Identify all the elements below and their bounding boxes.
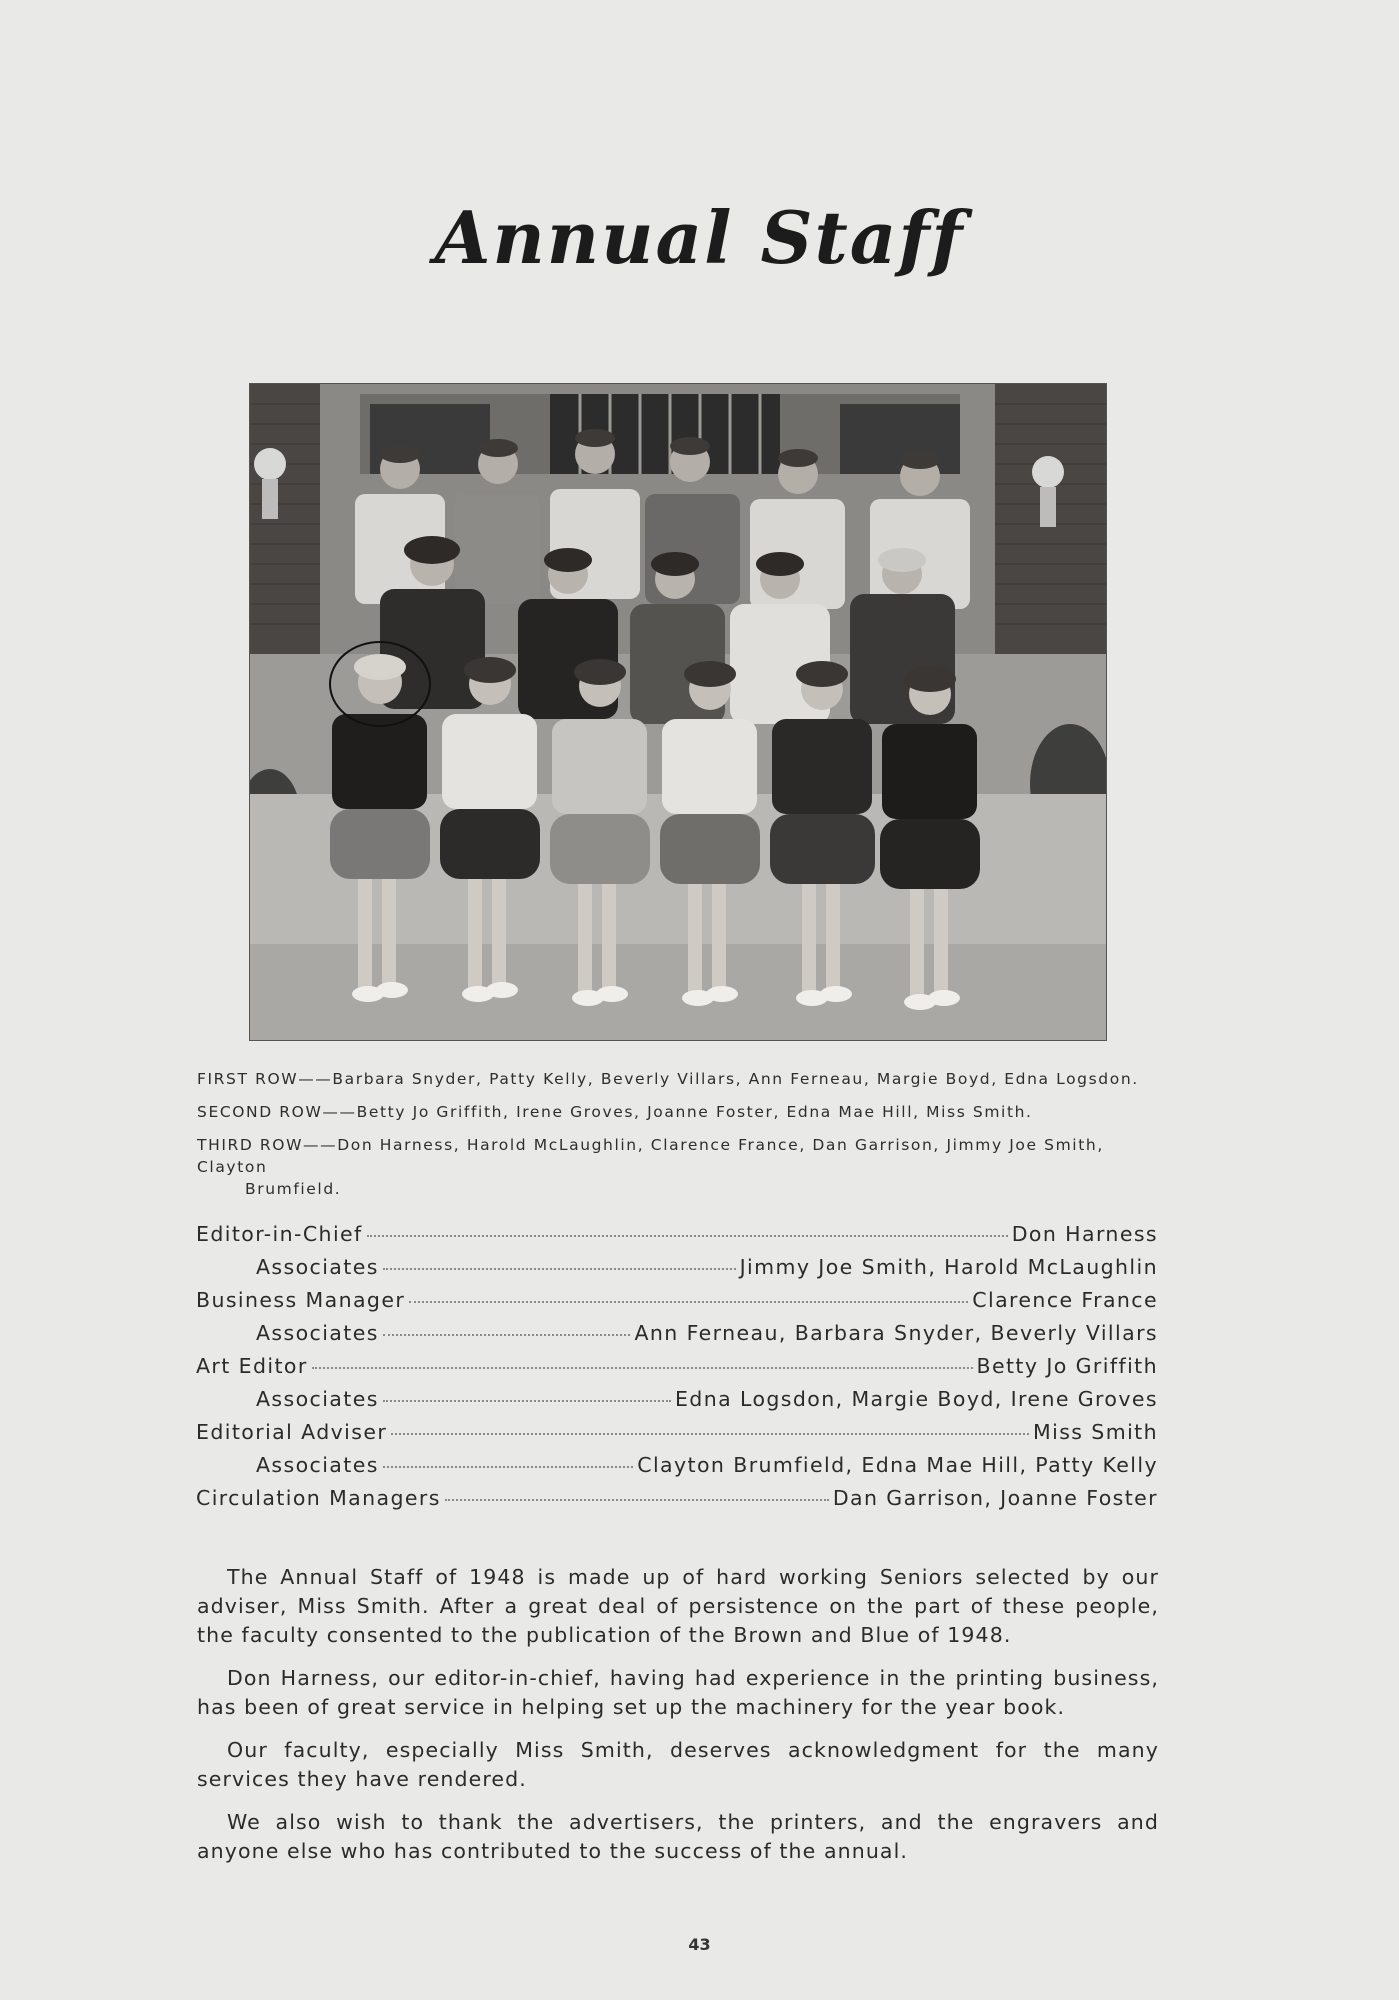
- staff-names: Ann Ferneau, Barbara Snyder, Beverly Villars: [634, 1321, 1158, 1345]
- staff-row: [196, 1486, 1158, 1519]
- staff-role: Associates: [256, 1453, 379, 1477]
- caption-label: THIRD ROW: [197, 1136, 304, 1154]
- staff-names: Edna Logsdon, Margie Boyd, Irene Groves: [674, 1387, 1158, 1411]
- staff-names: Don Harness: [1011, 1222, 1158, 1246]
- staff-names: Clayton Brumfield, Edna Mae Hill, Patty Kelly: [637, 1453, 1158, 1477]
- dot-leader: [383, 1334, 631, 1336]
- staff-row: [196, 1255, 1158, 1288]
- staff-row: [196, 1387, 1158, 1420]
- staff-row: [196, 1420, 1158, 1453]
- paragraph: The Annual Staff of 1948 is made up of hard working Seniors selected by our adviser, Miss Smith. After a great deal of persistence on the part of these people, the faculty consented to the publication of the Brown and Blue of 1948.: [197, 1565, 1159, 1647]
- dot-leader: [445, 1499, 829, 1501]
- staff-role: Associates: [256, 1387, 379, 1411]
- staff-names: Betty Jo Griffith: [976, 1354, 1158, 1378]
- staff-row: [196, 1222, 1158, 1255]
- staff-role: Associates: [256, 1321, 379, 1345]
- staff-names: Clarence France: [972, 1288, 1158, 1312]
- page-title: Annual Staff: [434, 195, 965, 280]
- dot-leader: [367, 1235, 1008, 1237]
- dot-leader: [383, 1466, 633, 1468]
- dot-leader: [391, 1433, 1029, 1435]
- caption-label: FIRST ROW: [197, 1070, 299, 1088]
- caption-label: SECOND ROW: [197, 1103, 323, 1121]
- paragraph: We also wish to thank the advertisers, the printers, and the engravers and anyone else who has contributed to the success of the annual.: [197, 1810, 1159, 1863]
- dot-leader: [409, 1301, 968, 1303]
- staff-list: [196, 1222, 1158, 1519]
- staff-names: Dan Garrison, Joanne Foster: [832, 1486, 1158, 1510]
- staff-role: Editor-in-Chief: [196, 1222, 363, 1246]
- page-number: 43: [688, 1935, 711, 1954]
- dot-leader: [383, 1400, 671, 1402]
- dot-leader: [383, 1268, 736, 1270]
- staff-role: Editorial Adviser: [196, 1420, 388, 1444]
- paragraph: Don Harness, our editor-in-chief, having had experience in the printing business, has been of great service in helping set up the machinery for the year book.: [197, 1666, 1159, 1719]
- staff-names: Miss Smith: [1033, 1420, 1158, 1444]
- caption-third-row: THIRD ROW——Don Harness, Harold McLaughlin, Clarence France, Dan Garrison, Jimmy Joe Smith, Clayton Brumfield.: [197, 1134, 1157, 1200]
- group-photo: [249, 383, 1107, 1041]
- staff-role: Art Editor: [196, 1354, 308, 1378]
- caption-names-continued: Brumfield.: [245, 1180, 342, 1198]
- staff-row: [196, 1288, 1158, 1321]
- caption-names: Betty Jo Griffith, Irene Groves, Joanne Foster, Edna Mae Hill, Miss Smith.: [356, 1103, 1033, 1121]
- caption-second-row: SECOND ROW——Betty Jo Griffith, Irene Groves, Joanne Foster, Edna Mae Hill, Miss Smith.: [197, 1103, 1033, 1121]
- caption-names: Don Harness, Harold McLaughlin, Clarence France, Dan Garrison, Jimmy Joe Smith, Clayton: [197, 1136, 1104, 1176]
- caption-first-row: FIRST ROW——Barbara Snyder, Patty Kelly, Beverly Villars, Ann Ferneau, Margie Boyd, Edna Logsdon.: [197, 1070, 1139, 1088]
- staff-role: Associates: [256, 1255, 379, 1279]
- dot-leader: [312, 1367, 973, 1369]
- paragraph: Our faculty, especially Miss Smith, deserves acknowledgment for the many services they have rendered.: [197, 1738, 1159, 1791]
- staff-row: [196, 1321, 1158, 1354]
- staff-role: Business Manager: [196, 1288, 406, 1312]
- staff-row: [196, 1354, 1158, 1387]
- caption-names: Barbara Snyder, Patty Kelly, Beverly Villars, Ann Ferneau, Margie Boyd, Edna Logsdon.: [332, 1070, 1139, 1088]
- staff-role: Circulation Managers: [196, 1486, 441, 1510]
- staff-row: [196, 1453, 1158, 1486]
- staff-names: Jimmy Joe Smith, Harold McLaughlin: [739, 1255, 1158, 1279]
- body-text: [197, 1563, 1159, 1880]
